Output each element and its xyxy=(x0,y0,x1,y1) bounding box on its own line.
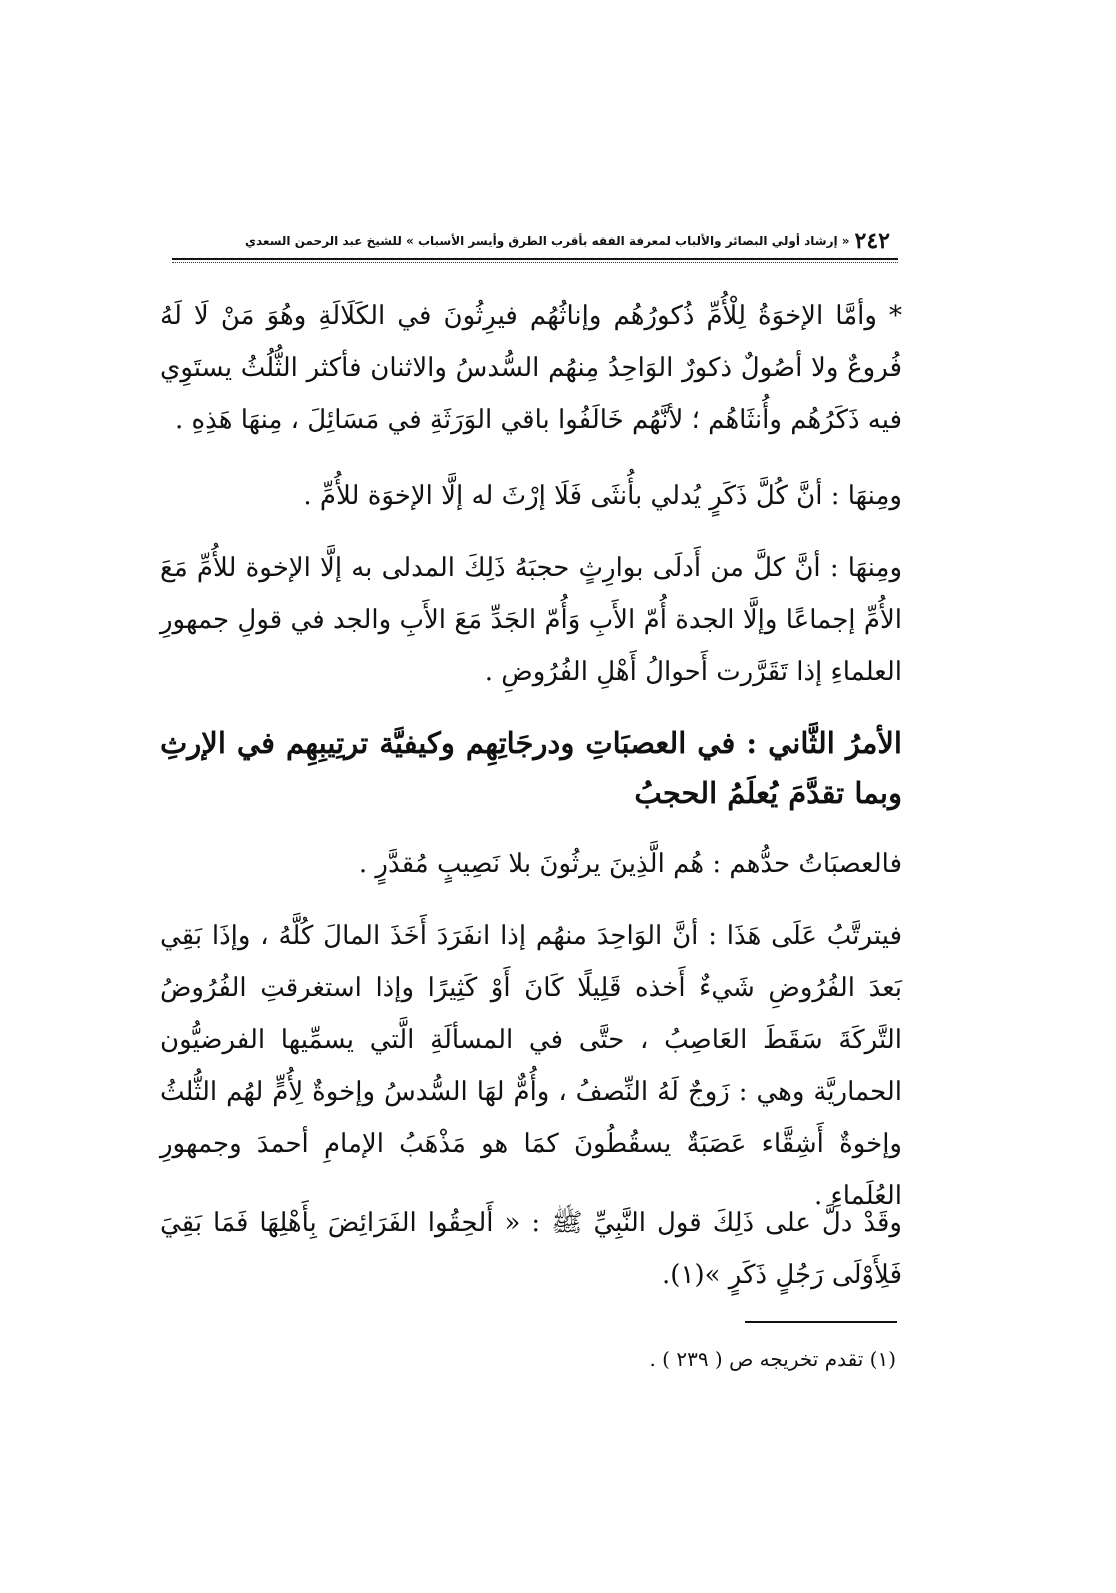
paragraph-siblings-of-mother: * وأمَّا الإخوَةُ لِلْأُمِّ ذُكورُهُم وإناثُهُم فيرِثُونَ في الكَلَالَةِ وهُوَ مَنْ لَا لَهُ فُروعٌ ولا أصُولٌ ذكورٌ الوَاحِدُ مِنهُم السُّدسُ والاثنان فأكثر الثُّلُثُ يستَوِي فيه ذَكَرُهُم وأُنثَاهُم ؛ لأنَّهُم خَالَفُوا باقي الوَرَثَةِ في مَسَائِلَ ، مِنهَا هَذِهِ . xyxy=(160,301,902,435)
footnote-rule xyxy=(745,1321,897,1323)
paragraph-rule-male-via-female: ومِنهَا : أنَّ كُلَّ ذَكَرٍ يُدلي بأُنثَى فَلَا إرْثَ له إلَّا الإخوَة للأُمِّ . xyxy=(303,481,902,511)
section-heading-asabat: الأمرُ الثَّاني : في العصبَاتِ ودرجَاتِهِم وكيفيَّة ترتِيبِهِم في الإرثِ وبما تقدَّمَ يُعلَمُ الحجبُ xyxy=(160,726,902,810)
running-title: « إرشاد أولي البصائر والألباب لمعرفة الفقه بأقرب الطرق وأيسر الأسباب » للشيخ عبد الرحمن السعدي xyxy=(245,234,850,248)
header-rule-dotted xyxy=(172,262,898,263)
paragraph-asabat-consequence: فيترتَّبُ عَلَى هَذَا : أنَّ الوَاحِدَ منهُم إذا انفَرَدَ أَخَذَ المالَ كُلَّهُ ، وإذَا بَقِي بَعدَ الفُرُوضِ شَيءٌ أَخذه قَلِيلًا كَانَ أَوْ كَثِيرًا وإذا استغرقتِ الفُرُوضُ التَّركَةَ سَقَطَ العَاصِبُ ، حتَّى في المسألَةِ الَّتي يسمِّيها الفرضيُّون الحماريَّة وهي : زَوجٌ لَهُ النِّصفُ ، وأُمٌّ لهَا السُّدسُ وإخوةٌ لِأُمٍّ لهُم الثُّلثُ وإخوةٌ أَشِقَّاء عَصَبَةٌ يسقُطُونَ كمَا هو مَذْهَبُ الإمامِ أحمدَ وجمهورِ العُلَماءِ . xyxy=(160,921,902,1211)
footnote: (١) تقدم تخريجه ص ( ٢٣٩ ) . xyxy=(649,1347,896,1371)
header-rule xyxy=(172,258,898,260)
paragraph-asabat-definition: فالعصبَاتُ حدُّهم : هُم الَّذِينَ يرثُونَ بلا نَصِيبٍ مُقدَّرٍ . xyxy=(358,849,902,879)
page-number: ٢٤٢ xyxy=(854,228,890,254)
paragraph-hadith: وقَدْ دلَّ على ذَلِكَ قول النَّبِيِّ ﷺ : « أَلحِقُوا الفَرَائِضَ بِأَهْلِهَا فَمَا بَقِيَ فَلِأَوْلَى رَجُلٍ ذَكَرٍ »(١). xyxy=(160,1208,902,1290)
running-header xyxy=(245,226,890,256)
paragraph-rule-blocking: ومِنهَا : أنَّ كلَّ من أَدلَى بوارِثٍ حجبَهُ ذَلِكَ المدلى به إلَّا الإخوة للأُمِّ مَعَ الأُمِّ إجماعًا وإلَّا الجدة أُمّ الأَبِ وَأُمّ الجَدِّ مَعَ الأَبِ والجد في قولِ جمهورِ العلماءِ إذا تَقَرَّرت أَحوالُ أَهْلِ الفُرُوضِ . xyxy=(160,553,902,687)
